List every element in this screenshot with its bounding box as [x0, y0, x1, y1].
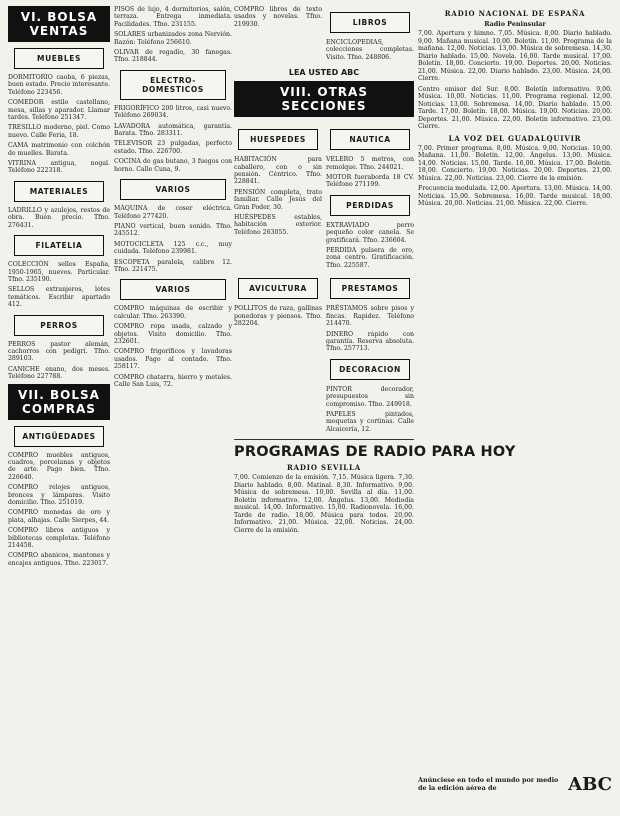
ad: OLIVAR de regadío, 30 fanegas. Tfno. 218844.	[114, 49, 232, 64]
category-decoracion: DECORACION	[330, 359, 410, 380]
radio-title: PROGRAMAS DE RADIO PARA HOY	[234, 444, 516, 461]
ad: FRIGORÍFICO 200 litros, casi nuevo. Teléfono 269034.	[114, 104, 232, 120]
ad: ENCICLOPEDIAS, colecciones completas. Visito. Tfno. 248806.	[326, 39, 414, 61]
ad: COMPRO máquinas de escribir y calcular. Tfno. 263390.	[114, 305, 232, 320]
ad: VITRINA antigua, nogal. Teléfono 222318.	[8, 160, 110, 175]
category-materiales: MATERIALES	[14, 181, 104, 202]
ad: COMPRO chatarra, hierro y metales. Calle San Luis, 72.	[114, 373, 232, 388]
schedule-text: 7,00. Primer programa. 8,00. Música. 9,00. Noticias. 10,00. Mañana. 11,00. Boletín. 12,00. Ángelus. 13,00. Música. 14,00. Noticias. 15,00. Tarde. 16,00. Música. 17,00. Boletín. 18,00. Concierto. 19,00. Noticias. 20,00. Deportes. 21,00. Música. 22,00. Noticias. 23,00. Cierre de la emisión.	[418, 144, 612, 182]
schedule-text: Centro emisor del Sur. 8,00. Boletín informativo. 9,00. Música. 10,00. Noticias. 11,00. Programa regional. 12,00. Noticias. 13,00. Sobremesa. 14,00. Diario hablado. 15,00. Tarde. 17,00. Boletín. 18,00. Música. 19,00. Noticias. 20,00. Deportes. 21,00. Música. 22,00. Boletín informativo. 23,00. Cierre.	[418, 85, 612, 130]
ad: PERROS pastor alemán, cachorros con pedigrí. Tfno. 289103.	[8, 340, 110, 363]
ad: COMPRO ropa usada, calzado y objetos. Visito domicilio. Tfno. 232601.	[114, 323, 232, 345]
category-antiguedades: ANTIGÜEDADES	[14, 426, 104, 447]
category-prestamos: PRESTAMOS	[330, 278, 410, 299]
ad: HABITACIÓN para caballero, con o sin pensión. Céntrico. Tfno. 228841.	[234, 156, 322, 186]
ad: PIANO vertical, buen sonido. Tfno. 245512.	[114, 222, 232, 238]
ad: ESCOPETA paralela, calibre 12. Tfno. 221475.	[114, 258, 232, 273]
abc-promo: LEA USTED ABC	[288, 68, 360, 78]
section-compras-banner: VII. BOLSA COMPRAS	[8, 384, 110, 420]
otras-row-1	[234, 123, 414, 272]
ad: COMPRO libros antiguos y bibliotecas completas. Teléfono 214458.	[8, 527, 110, 550]
column-a	[8, 6, 110, 806]
schedule-text: 7,00. Apertura y himno. 7,05. Música. 8,00. Diario hablado. 9,00. Mañana musical. 10,00. Boletín. 11,00. Programa de la mañana. 12,00. Noticias. 13,00. Música de sobremesa. 14,30. Diario hablado. 15,00. Novela. 16,00. Tarde musical. 17,00. Boletín. 18,00. Concierto. 19,00. Deportes. 20,00. Noticias. 21,00. Música. 22,00. Diario hablado. 23,00. Música. 24,00. Cierre.	[418, 30, 612, 82]
ad: CANICHE enano, dos meses. Teléfono 227788.	[8, 365, 110, 381]
category-varios-ventas: VARIOS	[120, 179, 226, 200]
ad: HUÉSPEDES estables, habitación exterior. Teléfono 263055.	[234, 214, 322, 236]
ad: PINTOR decorador, presupuestos sin compromiso. Tfno. 249918.	[326, 385, 414, 408]
schedule-text: Frecuencia modulada. 12,00. Apertura. 13,00. Música. 14,00. Noticias. 15,00. Sobremesa. 16,00. Tarde musical. 18,00. Música. 20,00. Noticias. 21,00. Música. 22,00. Cierre.	[418, 185, 612, 207]
category-muebles: MUEBLES	[14, 48, 104, 69]
ad: PERDIDA pulsera de oro, zona centro. Gratificación. Tfno. 225587.	[326, 247, 414, 269]
ad: COMPRO monedas de oro y plata, alhajas. Calle Sierpes, 44.	[8, 509, 110, 524]
category-perdidas: PERDIDAS	[330, 195, 410, 216]
ad: COLECCIÓN sellos España, 1950-1965, nuevos. Particular. Tfno. 235190.	[8, 261, 110, 283]
ad: COMPRO libros de texto usados y novelas. Tfno. 219930.	[234, 6, 322, 28]
category-nautica: NAUTICA	[330, 129, 410, 150]
classifieds-page	[8, 6, 612, 810]
section-ventas-banner: VI. BOLSA VENTAS	[8, 6, 110, 42]
category-electrodomesticos: ELECTRO-DOMESTICOS	[120, 70, 226, 100]
ad: LADRILLO y azulejos, restos de obra. Buen precio. Tfno. 276431.	[8, 206, 110, 229]
ad: TELEVISOR 23 pulgadas, perfecto estado. Tfno. 226700.	[114, 140, 232, 155]
station-voz-guadalquivir: LA VOZ DEL GUADALQUIVIR	[448, 133, 582, 143]
ad: TRESILLO moderno, piel. Como nuevo. Calle Feria, 18.	[8, 124, 110, 139]
category-avicultura: AVICULTURA	[238, 278, 318, 299]
ad: CAMA matrimonio con colchón de muelles. Barata.	[8, 142, 110, 157]
abc-logo: ABC	[568, 774, 612, 795]
category-varios-compras: VARIOS	[120, 279, 226, 300]
category-filatelia: FILATELIA	[14, 235, 104, 256]
ad: COMEDOR estilo castellano, mesa, sillas y aparador. Llamar tardes. Teléfono 251347.	[8, 99, 110, 122]
ad: MOTOR fueraborda 18 CV. Teléfono 271199.	[326, 174, 414, 189]
radio-nacional-subtitle: Radio Peninsular	[484, 20, 546, 28]
ad: COCINA de gas butano, 3 fuegos con horno. Calle Cuna, 9.	[114, 158, 232, 173]
station-radio-nacional: RADIO NACIONAL DE ESPAÑA	[444, 9, 586, 18]
ad: PISOS de lujo, 4 dormitorios, salón, terraza. Entrega inmediata. Facilidades. Tfno. 231155.	[114, 6, 232, 28]
ad: PENSIÓN completa, trato familiar. Calle Jesús del Gran Poder, 30.	[234, 188, 322, 211]
libros-row	[234, 6, 414, 64]
column-b	[114, 6, 232, 806]
divider	[234, 439, 414, 440]
ad: SELLOS extranjeros, lotes temáticos. Escribir apartado 412.	[8, 286, 110, 309]
section-otras-banner: VIII. OTRAS SECCIONES	[234, 81, 414, 117]
ad: COMPRO abanicos, mantones y encajes antiguos. Tfno. 223017.	[8, 552, 110, 567]
ad: PAPELES pintados, moquetas y cortinas. Calle Alcaicería, 12.	[326, 410, 414, 433]
ad: DINERO rápido con garantía. Reserva absoluta. Tfno. 257713.	[326, 330, 414, 353]
footer-ad	[418, 774, 612, 795]
ad: LAVADORA automática, garantía. Barata. Tfno. 283311.	[114, 122, 232, 138]
radio-sevilla-listing	[234, 474, 414, 534]
ad: COMPRO frigoríficos y lavadoras usados. Pago al contado. Tfno. 258117.	[114, 348, 232, 371]
footer-text: Anúnciese en todo el mundo por medio de la edición aérea de	[418, 775, 559, 792]
ad: DORMITORIO caoba, 6 piezas, buen estado. Precio interesante. Teléfono 223456.	[8, 74, 110, 96]
ad: SOLARES urbanizados zona Nervión. Razón: Teléfono 256610.	[114, 31, 232, 46]
otras-row-2	[234, 272, 414, 436]
ad: EXTRAVIADO perro pequeño color canela. Se gratificará. Tfno. 236604.	[326, 221, 414, 244]
ad: POLLITOS de raza, gallinas ponedoras y piensos. Tfno. 282204.	[234, 305, 322, 328]
ad: COMPRO relojes antiguos, bronces y lámparas. Visito domicilio. Tfno. 251019.	[8, 484, 110, 506]
ad: MOTOCICLETA 125 c.c., muy cuidada. Teléfono 239981.	[114, 240, 232, 256]
ad: MÁQUINA de coser eléctrica. Teléfono 277420.	[114, 205, 232, 220]
station-radio-sevilla: RADIO SEVILLA	[287, 463, 361, 473]
category-libros: LIBROS	[330, 12, 410, 33]
category-perros: PERROS	[14, 315, 104, 336]
column-d	[418, 6, 612, 806]
category-huespedes: HUESPEDES	[238, 129, 318, 150]
ad: PRÉSTAMOS sobre pisos y fincas. Rapidez. Teléfono 214470.	[326, 305, 414, 328]
ad: VELERO 5 metros, con remolque. Tfno. 244021.	[326, 156, 414, 171]
schedule-text: 7,00. Comienzo de la emisión. 7,15. Música ligera. 7,30. Diario hablado. 8,00. Matinal. 8,30. Informativo. 9,00. Música de sobremesa. 10,00. Sevilla al día. 11,00. Boletín informativo. 12,00. Ángelus. 13,00. Mediodía musical. 14,00. Informativo. 15,00. Radionovela. 16,00. Tarde de radio. 18,00. Música para todos. 20,00. Informativo. 21,00. Música. 22,00. Noticias. 24,00. Cierre de la emisión.	[234, 474, 414, 534]
ad: COMPRO muebles antiguos, cuadros, porcelanas y objetos de arte. Pago bien. Tfno. 226640.	[8, 451, 110, 481]
